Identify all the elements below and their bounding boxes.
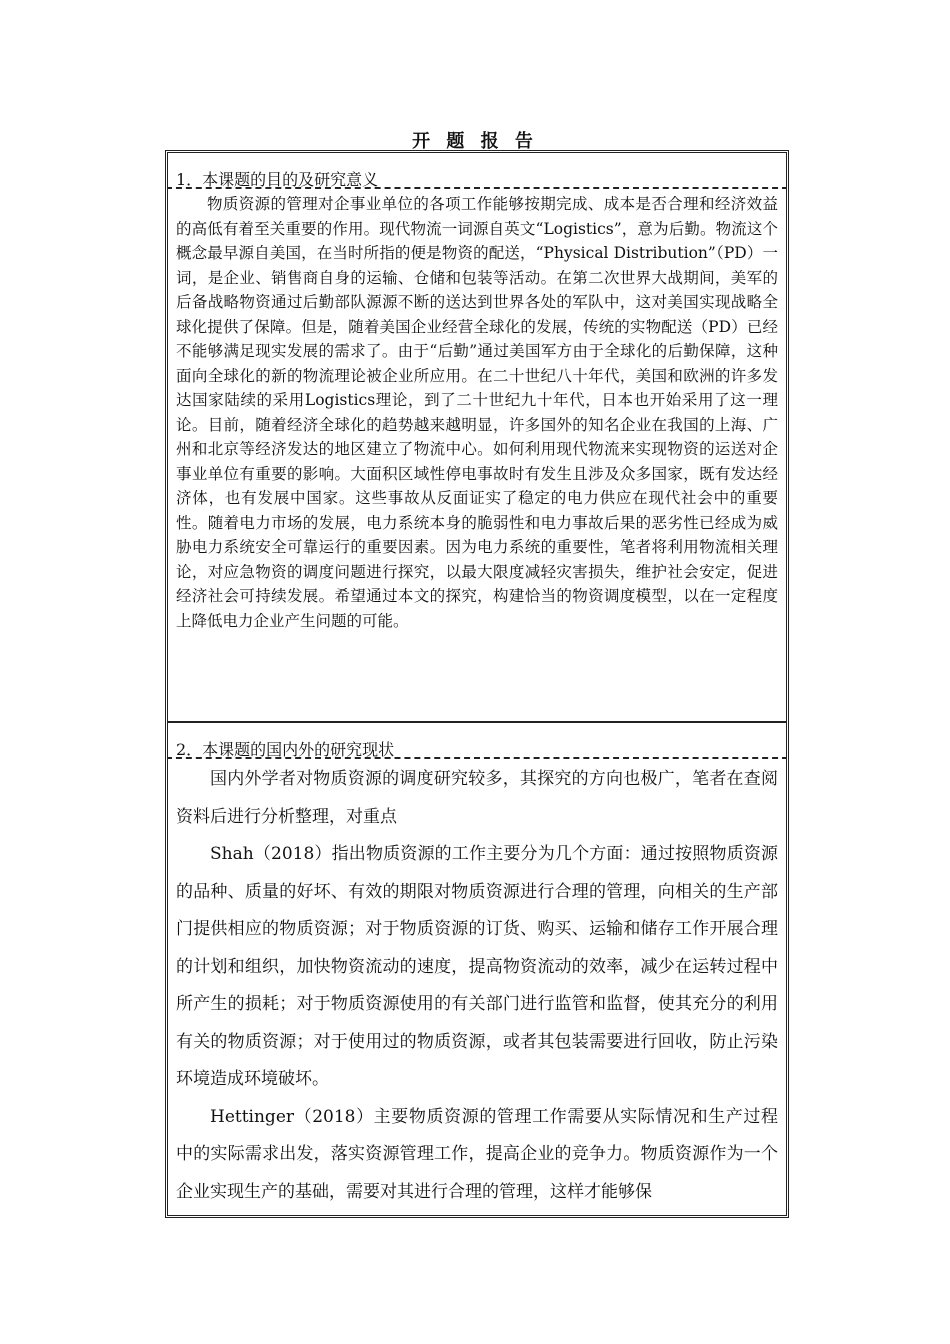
section-1-paragraph: 物质资源的管理对企事业单位的各项工作能够按期完成、成本是否合理和经济效益的高低有着至关重要的作用。现代物流一词源自英文“Logistics”，意为后勤。物流这个概念最早源自美国，在当时所指的便是物资的配送，“Physical Distribution”（PD）一词，是企业、销售商自身的运输、仓储和包装等活动。在第二次世界大战期间，美军的后备战略物资通过后勤部队源源不断的送达到世界各处的军队中，这对美国实现战略全球化提供了保障。但是，随着美国企业经营全球化的发展，传统的实物配送（PD）已经不能够满足现实发展的需求了。由于“后勤”通过美国军方由于全球化的后勤保障，这种面向全球化的新的物流理论被企业所应用。在二十世纪八十年代，美国和欧洲的许多发达国家陆续的采用Logistics理论，到了二十世纪九十年代，日本也开始采用了这一理论。目前，随着经济全球化的趋势越来越明显，许多国外的知名企业在我国的上海、广州和北京等经济发达的地区建立了物流中心。如何利用现代物流来实现物资的运送对企事业单位有重要的影响。大面积区域性停电事故时有发生且涉及众多国家，既有发达经济体，也有发展中国家。这些事故从反面证实了稳定的电力供应在现代社会中的重要性。随着电力市场的发展，电力系统本身的脆弱性和电力事故后果的恶劣性已经成为威胁电力系统安全可靠运行的重要因素。因为电力系统的重要性，笔者将利用物流相关理论，对应急物资的调度问题进行探究，以最大限度减轻灾害损失，维护社会安定，促进经济社会可持续发展。希望通过本文的探究，构建恰当的物资调度模型，以在一定程度上降低电力企业产生问题的可能。 <box>176 195 778 630</box>
report-table <box>165 150 789 1218</box>
section-2-paragraph: Hettinger（2018）主要物质资源的管理工作需要从实际情况和生产过程中的实际需求出发，落实资源管理工作，提高企业的竞争力。物质资源作为一个企业实现生产的基础，需要对其进行合理的管理，这样才能够保 <box>176 1106 778 1202</box>
section-1-body <box>168 189 786 721</box>
section-2-body <box>168 759 786 1211</box>
section-1-heading: 1．本课题的目的及研究意义 <box>176 170 379 189</box>
section-2-heading: 2．本课题的国内外的研究现状 <box>176 740 395 759</box>
section-2-paragraph: 国内外学者对物质资源的调度研究较多，其探究的方向也极广，笔者在查阅资料后进行分析整理，对重点 <box>176 769 778 827</box>
section-2-paragraph: Shah（2018）指出物质资源的工作主要分为几个方面：通过按照物质资源的品种、质量的好坏、有效的期限对物质资源进行合理的管理，向相关的生产部门提供相应的物质资源；对于物质资源的订货、购买、运输和储存工作开展合理的计划和组织，加快物资流动的速度，提高物资流动的效率，减少在运转过程中所产生的损耗；对于物质资源使用的有关部门进行监管和监督，使其充分的利用有关的物质资源；对于使用过的物质资源，或者其包装需要进行回收，防止污染环境造成环境破坏。 <box>176 844 778 1089</box>
report-title: 开 题 报 告 <box>412 131 538 152</box>
